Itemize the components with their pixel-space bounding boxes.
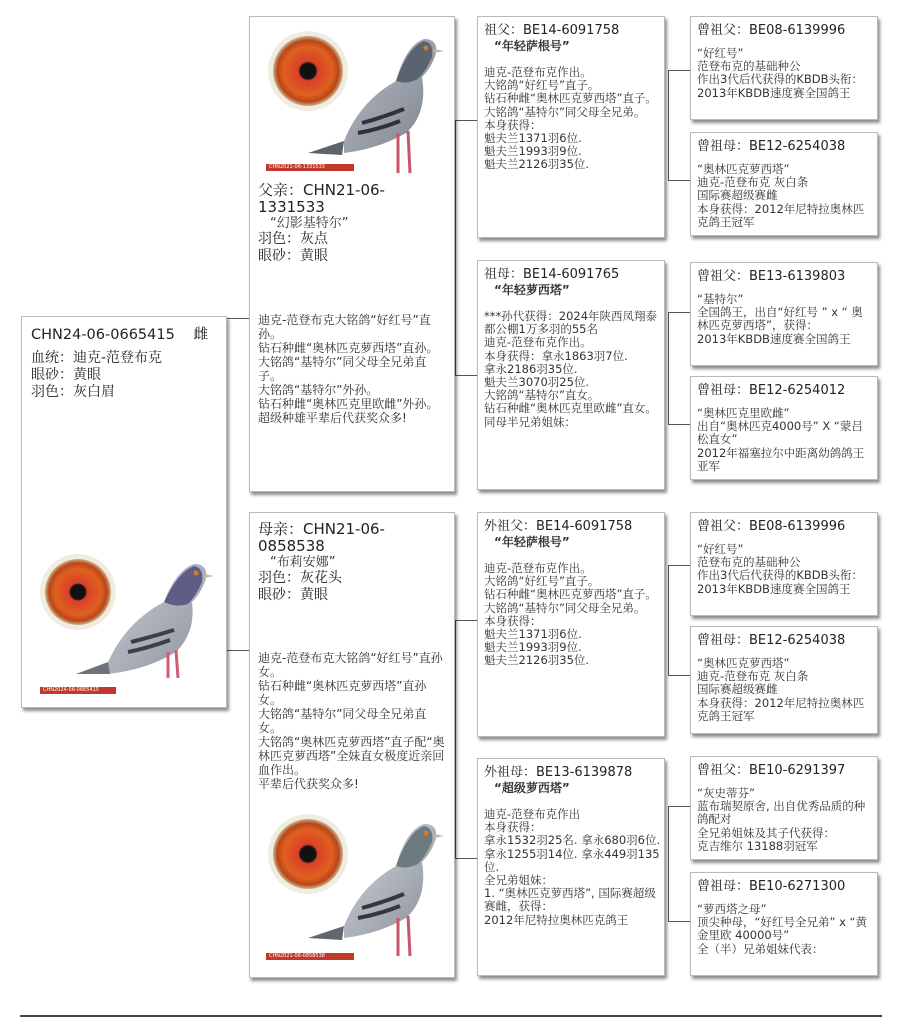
connector-line [668, 312, 690, 313]
mother-photo [262, 808, 448, 968]
connector-line [455, 620, 456, 858]
connector-line [668, 806, 690, 807]
grandparent-description: 迪克-范登布克作出。 大铭鸽“好红号”直子。 钻石种雌“奥林匹克萝西塔”直子。 大铭鸽“基特尔”同父母全兄弟。 本身获得： 魁夫兰1371羽6位. 魁夫兰1993羽9位. 魁夫兰2126羽35位. [484, 65, 657, 172]
great-grandparent-description: “奥林匹克萝西塔” 迪克-范登布克 灰白条 国际赛超级赛雌 本身获得：2012年尼特拉奥林匹克鸽王冠军 [697, 162, 865, 229]
connector-line [668, 565, 690, 566]
mother-description: 迪克-范登布克大铭鸽“好红号”直孙女。 钻石种雌“奥林匹克萝西塔”直孙女。 大铭鸽“基特尔”同父母全兄弟直女。 大铭鸽“奥林匹克萝西塔”直子配“奥林匹克萝西塔”全妹直女极度近亲回血作出。 平辈后代获奖众多! [258, 651, 445, 791]
grandparent-title: 外祖父：BE14-6091758 [484, 519, 633, 534]
connector-line [455, 375, 477, 376]
grandparent-nickname: “年轻萨根号” [494, 39, 570, 53]
connector-line [455, 120, 477, 121]
eye-line: 眼砂：黄眼 [31, 367, 101, 383]
great-grandparent-title: 曾祖父：BE13-6139803 [697, 269, 846, 284]
color-line: 羽色：灰白眉 [31, 384, 115, 400]
connector-line [668, 312, 669, 424]
grandparent-card [477, 758, 665, 976]
photo-ring-tag: CHN2024-06-0665415 [40, 687, 116, 694]
grandparent-description: 迪克-范登布克作出。 大铭鸽“好红号”直子。 钻石种雌“奥林匹克萝西塔”直子。 大铭鸽“基特尔”同父母全兄弟。 本身获得： 魁夫兰1371羽6位. 魁夫兰1993羽9位. 魁夫兰2126羽35位. [484, 561, 657, 668]
great-grandparent-card [690, 756, 878, 860]
grandparent-card [477, 260, 665, 490]
father-nickname: “幻影基特尔” [270, 216, 349, 231]
sex-label: 雌 [193, 327, 208, 343]
great-grandparent-description: “奥林匹克萝西塔” 迪克-范登布克 灰白条 国际赛超级赛雌 本身获得：2012年尼特拉奥林匹克鸽王冠军 [697, 656, 865, 723]
great-grandparent-card [690, 626, 878, 734]
ring-number-text: CHN24-06-0665415 [31, 327, 175, 343]
great-grandparent-description: “好红号” 范登布克的基础种公 作出3代后代获得的KBDB头衔： 2013年KBDB速度赛全国鸽王 [697, 542, 863, 596]
father-card [249, 16, 455, 492]
connector-line [668, 70, 669, 180]
great-grandparent-card [690, 262, 878, 366]
grandparent-nickname: “年轻萝西塔” [494, 283, 570, 297]
father-photo [262, 23, 448, 185]
grandparent-nickname: “超级萝西塔” [494, 781, 570, 795]
grandparent-card [477, 512, 665, 737]
great-grandparent-card [690, 872, 878, 976]
great-grandparent-title: 曾祖母：BE12-6254012 [697, 383, 846, 398]
connector-line [227, 318, 249, 319]
connector-line [668, 180, 690, 181]
great-grandparent-card [690, 16, 878, 120]
connector-line [455, 620, 477, 621]
photo-ring-tag: CHN2021-06-0858538 [266, 953, 354, 960]
strain-line: 血统：迪克-范登布克 [31, 350, 163, 366]
connector-line [227, 650, 249, 651]
father-eye: 眼砂：黄眼 [258, 248, 328, 264]
connector-line [668, 565, 669, 675]
great-grandparent-title: 曾祖父：BE08-6139996 [697, 519, 846, 534]
father-feather: 羽色：灰点 [258, 231, 328, 247]
great-grandparent-card [690, 132, 878, 236]
grandparent-title: 外祖母：BE13-6139878 [484, 765, 633, 780]
great-grandparent-description: “基特尔” 全国鸽王，出自“好红号 ” x “ 奥林匹克萝西塔”，获得： 2013年KBDB速度赛全国鸽王 [697, 292, 863, 346]
connector-line [668, 921, 690, 922]
mother-eye: 眼砂：黄眼 [258, 587, 328, 603]
pigeon-photo [36, 542, 216, 697]
ring-number [31, 326, 208, 344]
great-grandparent-title: 曾祖父：BE10-6291397 [697, 763, 846, 778]
connector-line [668, 806, 669, 921]
connector-line [668, 424, 690, 425]
connector-line [455, 858, 477, 859]
grandparent-nickname: “年轻萨根号” [494, 535, 570, 549]
father-description: 迪克-范登布克大铭鸽“好红号”直孙。 钻石种雌“奥林匹克萝西塔”直孙。 大铭鸽“基特尔”同父母全兄弟直子。 大铭鸽“基特尔”外孙。 钻石种雌“奥林匹克里欧雌”外孙。 超级种雄平辈后代获奖众多! [258, 313, 439, 425]
mother-card [249, 512, 455, 978]
great-grandparent-description: “好红号” 范登布克的基础种公 作出3代后代获得的KBDB头衔： 2013年KBDB速度赛全国鸽王 [697, 46, 863, 100]
mother-title: 母亲：CHN21-06-0858538 [258, 520, 385, 555]
great-grandparent-card [690, 376, 878, 480]
grandparent-title: 祖母：BE14-6091765 [484, 267, 620, 282]
subject-card [21, 316, 227, 708]
connector-line [668, 675, 690, 676]
father-title: 父亲：CHN21-06-1331533 [258, 181, 385, 216]
great-grandparent-title: 曾祖母：BE10-6271300 [697, 879, 846, 894]
great-grandparent-title: 曾祖母：BE12-6254038 [697, 139, 846, 154]
great-grandparent-description: “奥林匹克里欧雌” 出自“奥林匹克4000号” X “蒙吕松直女” 2012年福塞拉尔中距离幼鸽鸽王亚军 [697, 406, 865, 473]
grandparent-card [477, 16, 665, 238]
grandparent-description: ***孙代获得：2024年陕西凤翔泰都公棚1万多羽的55名 迪克-范登布克作出。 本身获得：拿永1863羽7位. 拿永2186羽35位. 魁夫兰3070羽25位. 大铭鸽“基特尔”直女。 钻石种雌“奥林匹克里欧雌”直女。 同母半兄弟姐妹： [484, 309, 658, 429]
grandparent-description: 迪克-范登布克作出 本身获得： 拿永1532羽25名. 拿永680羽6位. 拿永1255羽14位. 拿永449羽135位. 全兄弟姐妹： 1. “奥林匹克萝西塔”, 国际赛超级赛雌，获得： 2012年尼特拉奥林匹克鸽王 [484, 807, 661, 927]
connector-line [668, 70, 690, 71]
great-grandparent-description: “灰史蒂芬” 蓝布瑞契原舍, 出自优秀品质的种鸽配对 全兄弟姐妹及其子代获得： 克吉维尔 13188羽冠军 [697, 786, 866, 853]
mother-nickname: “布莉安娜” [270, 555, 336, 570]
mother-feather: 羽色：灰花头 [258, 570, 342, 586]
photo-ring-tag: CHN2021-06-1331533 [266, 164, 354, 171]
grandparent-title: 祖父：BE14-6091758 [484, 23, 620, 38]
great-grandparent-card [690, 512, 878, 616]
great-grandparent-description: “萝西塔之母” 顶尖种母，“好红号全兄弟” x “黄金里欧 40000号” 全（半）兄弟姐妹代表： [697, 902, 867, 956]
footer-divider [20, 1015, 882, 1017]
connector-line [455, 120, 456, 375]
great-grandparent-title: 曾祖父：BE08-6139996 [697, 23, 846, 38]
great-grandparent-title: 曾祖母：BE12-6254038 [697, 633, 846, 648]
